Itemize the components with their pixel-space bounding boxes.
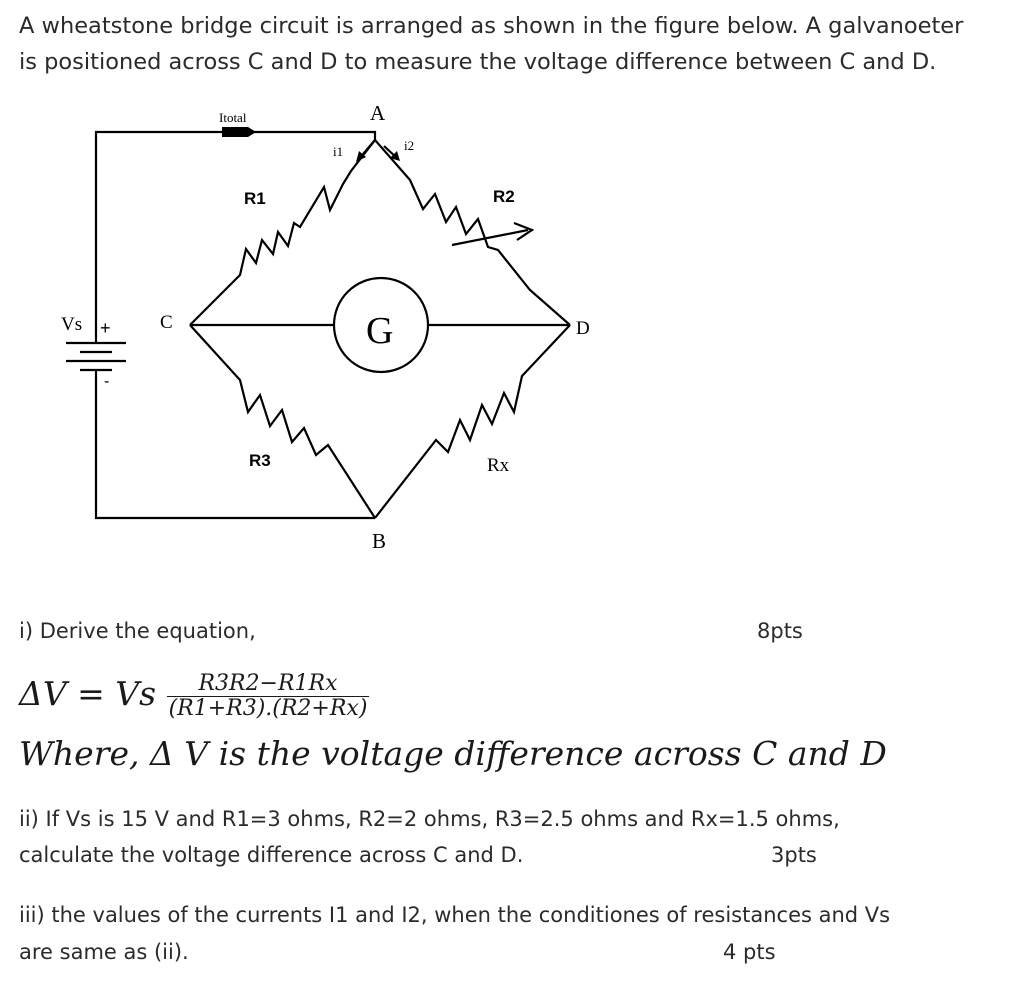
part-2-line-1: ii) If Vs is 15 V and R1=3 ohms, R2=2 ohms, R3=2.5 ohms and Rx=1.5 ohms, (19, 807, 840, 831)
resistor-r3 (190, 325, 375, 518)
label-i1: i1 (333, 144, 344, 159)
intro-line-2: is positioned across C and D to measure the voltage difference between C and D. (19, 49, 937, 75)
label-rx: Rx (487, 455, 510, 476)
equation-fraction (167, 672, 370, 721)
equation-lhs: ΔV = Vs (19, 674, 157, 713)
top-wire (96, 132, 375, 325)
part-1-points: 8pts (757, 619, 803, 643)
part-3-line-2: are same as (ii). (19, 940, 189, 964)
label-minus: - (104, 373, 110, 390)
intro-line-1: A wheatstone bridge circuit is arranged as shown in the figure below. A galvanoeter (19, 13, 964, 39)
resistor-rx (375, 325, 570, 518)
label-itotal: Itotal (219, 110, 247, 125)
r2-variable-arrow (452, 230, 528, 245)
itotal-arrow (222, 127, 256, 137)
resistor-r2 (375, 140, 570, 325)
part-3-points: 4 pts (723, 940, 776, 964)
equation-numerator: R3R2−R1Rx (167, 672, 370, 697)
part-1-prompt: i) Derive the equation, (19, 619, 256, 643)
label-c: C (160, 312, 173, 333)
label-d: D (576, 318, 590, 339)
resistor-r1 (190, 140, 375, 325)
part-2-line-2: calculate the voltage difference across C and D. (19, 843, 524, 867)
wheatstone-bridge-figure (0, 95, 640, 565)
label-r1: R1 (244, 189, 266, 208)
label-plus: + (100, 318, 111, 338)
part-3-line-1: iii) the values of the currents I1 and I2, when the conditiones of resistances and Vs (19, 903, 891, 927)
label-i2: i2 (404, 138, 415, 153)
label-g: G (366, 310, 394, 352)
equation-denominator: (R1+R3).(R2+Rx) (168, 695, 368, 721)
label-vs: Vs (61, 314, 83, 335)
label-a: A (370, 101, 386, 125)
label-r2: R2 (493, 187, 515, 206)
label-r3: R3 (249, 451, 271, 470)
part-2-points: 3pts (771, 843, 817, 867)
equation-where-line: Where, Δ V is the voltage difference across C and D (19, 734, 887, 773)
problem-intro (19, 8, 1009, 80)
equation (19, 670, 369, 721)
label-b: B (372, 529, 387, 553)
